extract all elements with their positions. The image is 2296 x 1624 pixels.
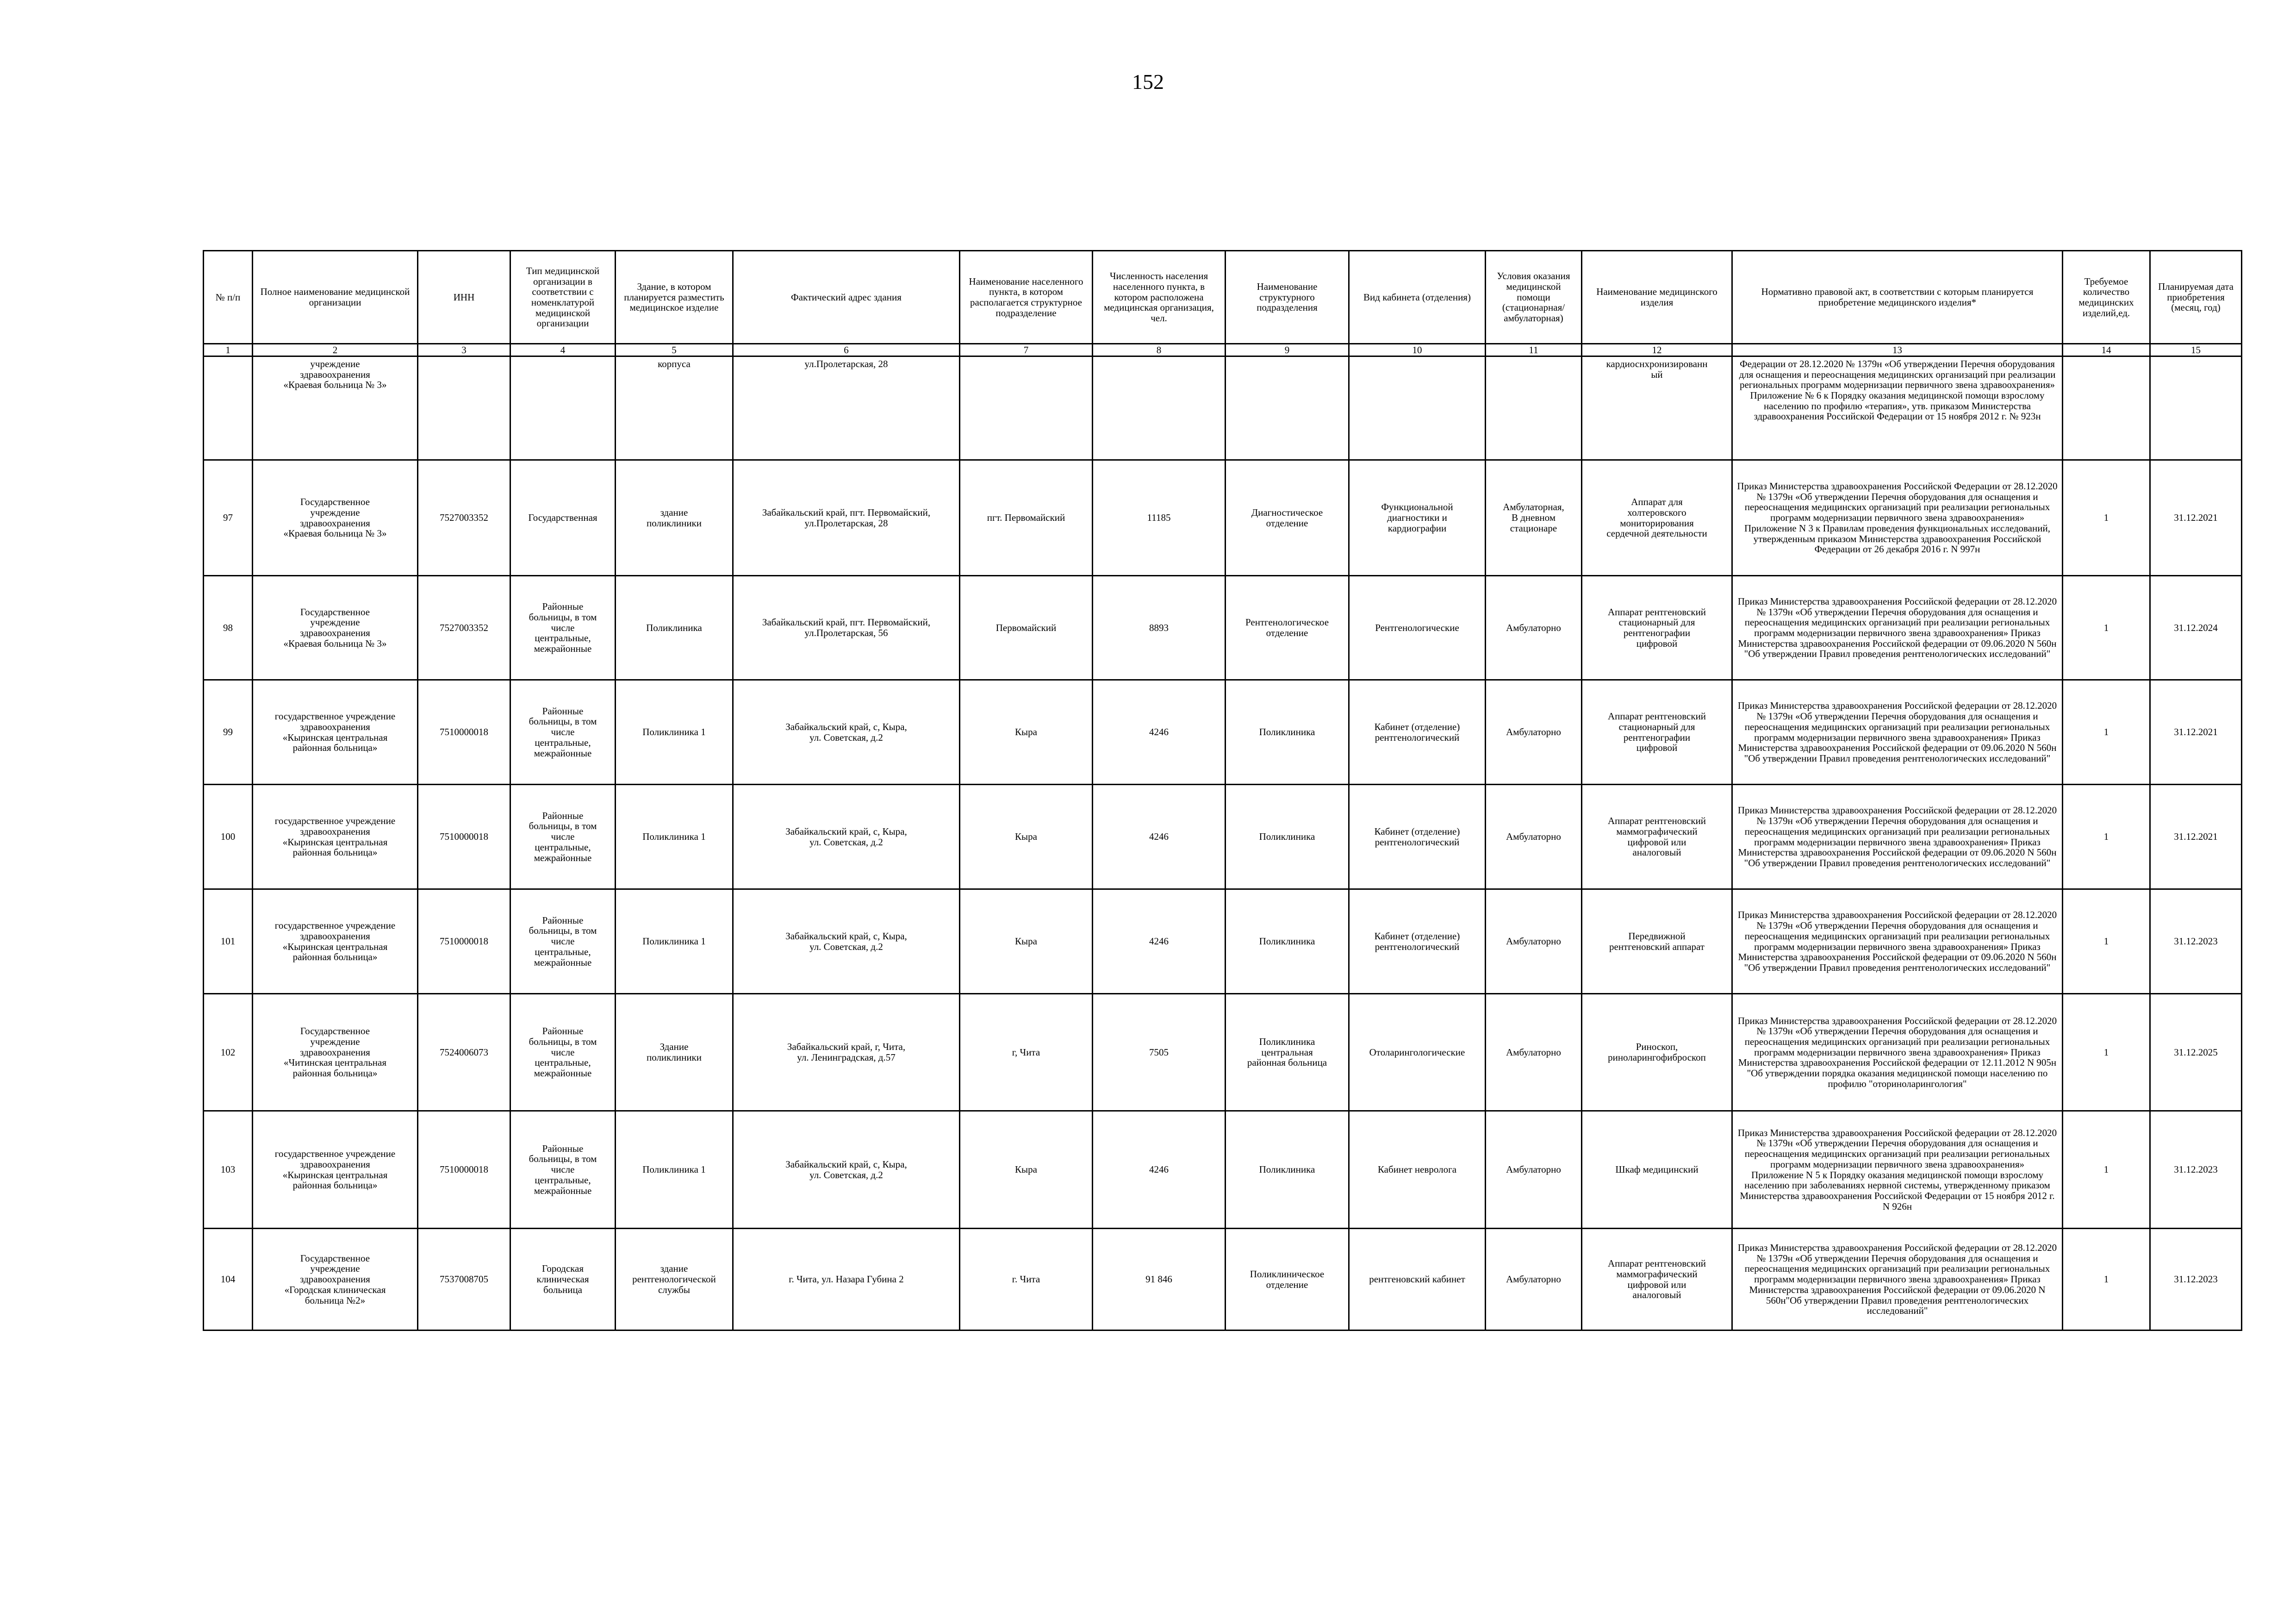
table-cell: Амбулаторно — [1486, 994, 1582, 1111]
table-cell: пгт. Первомайский — [960, 460, 1093, 576]
table-cell — [204, 356, 253, 460]
column-number: 1 — [204, 344, 253, 356]
table-cell: Приказ Министерства здравоохранения Российской федерации от 28.12.2020 № 1379н «Об утверждении Перечня оборудования для оснащения и переоснащения медицинских организаций при реализации региональных программ модернизации первичного звена здравоохранения» Приказ Министерства здравоохранения Российской федерации от 09.06.2020 N 560н "Об утверждении Правил проведения рентгенологических исследований" — [1732, 680, 2063, 785]
table-cell: Риноскоп, риноларингофиброскоп — [1582, 994, 1732, 1111]
table-cell: Кыра — [960, 785, 1093, 889]
column-header: Фактический адрес здания — [733, 251, 960, 344]
table-row — [204, 576, 2242, 680]
column-number: 4 — [510, 344, 616, 356]
table-cell: здание поликлиники — [616, 460, 733, 576]
table-cell: Поликлиника 1 — [616, 680, 733, 785]
table-cell: Приказ Министерства здравоохранения Российской Федерации от 28.12.2020 № 1379н «Об утверждении Перечня оборудования для оснащения и переоснащения медицинских организаций при реализации региональных программ модернизации первичного звена здравоохранения» Приложение N 3 к Правилам проведения функциональных исследований, утвержденным приказом Министерства здравоохранения Российской Федерации от 26 декабря 2016 г. N 997н — [1732, 460, 2063, 576]
table-cell: 4246 — [1093, 889, 1226, 994]
table-cell: 7510000018 — [418, 1111, 510, 1229]
table-cell: Амбулаторно — [1486, 889, 1582, 994]
table-cell: 101 — [204, 889, 253, 994]
table-row — [204, 1229, 2242, 1330]
table-cell: Амбулаторно — [1486, 785, 1582, 889]
table-cell — [510, 356, 616, 460]
table-cell: г. Чита — [960, 1229, 1093, 1330]
table-cell: 1 — [2063, 460, 2150, 576]
table-cell: 31.12.2023 — [2150, 1229, 2242, 1330]
column-header: Вид кабинета (отделения) — [1349, 251, 1486, 344]
column-header: Численность населения населенного пункта, в котором расположена медицинская организация, чел. — [1093, 251, 1226, 344]
table-cell: 97 — [204, 460, 253, 576]
table-cell: 7510000018 — [418, 680, 510, 785]
table-cell: 7527003352 — [418, 576, 510, 680]
column-header: Планируемая дата приобретения (месяц, год) — [2150, 251, 2242, 344]
table-cell: Забайкальский край, с, Кыра, ул. Советская, д.2 — [733, 785, 960, 889]
table-cell: Поликлиника 1 — [616, 889, 733, 994]
table-cell — [960, 356, 1093, 460]
table-cell: 11185 — [1093, 460, 1226, 576]
table-cell: рентгеновский кабинет — [1349, 1229, 1486, 1330]
column-header: Здание, в котором планируется разместить медицинское изделие — [616, 251, 733, 344]
table-cell: Аппарат рентгеновский стационарный для рентгенографии цифровой — [1582, 680, 1732, 785]
table-cell: Аппарат рентгеновский маммографический цифровой или аналоговый — [1582, 785, 1732, 889]
column-header: № п/п — [204, 251, 253, 344]
table-cell: Районные больницы, в том числе центральные, межрайонные — [510, 785, 616, 889]
table-cell: Районные больницы, в том числе центральные, межрайонные — [510, 1111, 616, 1229]
table-row — [204, 1111, 2242, 1229]
table-row — [204, 460, 2242, 576]
table-cell: Поликлиника — [1226, 785, 1349, 889]
table-cell: Поликлиника 1 — [616, 1111, 733, 1229]
table-cell: Забайкальский край, с, Кыра, ул. Советская, д.2 — [733, 680, 960, 785]
column-header: Наименование структурного подразделения — [1226, 251, 1349, 344]
table-cell: Приказ Министерства здравоохранения Российской федерации от 28.12.2020 № 1379н «Об утверждении Перечня оборудования для оснащения и переоснащения медицинских организаций при реализации региональных программ модернизации первичного звена здравоохранения» Приложение N 5 к Порядку оказания медицинской помощи взрослому населению при заболеваниях нервной системы, утвержденному приказом Министерства здравоохранения Российской Федерации от 15 ноября 2012 г. N 926н — [1732, 1111, 2063, 1229]
table-cell: Кыра — [960, 680, 1093, 785]
table-cell: 31.12.2025 — [2150, 994, 2242, 1111]
table-cell: Здание поликлиники — [616, 994, 733, 1111]
table-cell: 103 — [204, 1111, 253, 1229]
table-cell: Забайкальский край, г, Чита, ул. Ленинградская, д.57 — [733, 994, 960, 1111]
table-cell: Забайкальский край, с, Кыра, ул. Советская, д.2 — [733, 889, 960, 994]
page-number: 152 — [1132, 70, 1164, 94]
table-cell: Забайкальский край, пгт. Первомайский, ул.Пролетарская, 56 — [733, 576, 960, 680]
table-cell — [2150, 356, 2242, 460]
column-number: 11 — [1486, 344, 1582, 356]
table-cell — [1226, 356, 1349, 460]
table-cell: 31.12.2021 — [2150, 680, 2242, 785]
table-cell: Отоларингологические — [1349, 994, 1486, 1111]
table-cell: государственное учреждение здравоохранения «Кыринская центральная районная больница» — [253, 1111, 418, 1229]
table-cell: 7527003352 — [418, 460, 510, 576]
column-number: 12 — [1582, 344, 1732, 356]
column-header: Условия оказания медицинской помощи (стационарная/ амбулаторная) — [1486, 251, 1582, 344]
column-number: 7 — [960, 344, 1093, 356]
table-cell: 1 — [2063, 680, 2150, 785]
table-cell: государственное учреждение здравоохранения «Кыринская центральная районная больница» — [253, 680, 418, 785]
table-cell: Рентгенологическое отделение — [1226, 576, 1349, 680]
table-cell: Государственное учреждение здравоохранения «Краевая больница № 3» — [253, 576, 418, 680]
table-cell: Приказ Министерства здравоохранения Российской федерации от 28.12.2020 № 1379н «Об утверждении Перечня оборудования для оснащения и переоснащения медицинских организаций при реализации региональных программ модернизации первичного звена здравоохранения» Приказ Министерства здравоохранения Российской федерации от 09.06.2020 N 560н "Об утверждении Правил проведения рентгенологических исследований" — [1732, 889, 2063, 994]
table-cell: Районные больницы, в том числе центральные, межрайонные — [510, 889, 616, 994]
table-cell: 1 — [2063, 576, 2150, 680]
table-row — [204, 994, 2242, 1111]
table-cell: 4246 — [1093, 680, 1226, 785]
table-cell: Амбулаторно — [1486, 576, 1582, 680]
column-number: 10 — [1349, 344, 1486, 356]
table-cell: 7505 — [1093, 994, 1226, 1111]
column-header: Наименование населенного пункта, в котором располагается структурное подразделение — [960, 251, 1093, 344]
medical-equipment-table — [203, 250, 2242, 1331]
table-cell: кардиоснхронизированн ый — [1582, 356, 1732, 460]
table-cell: Кабинет (отделение) рентгенологический — [1349, 680, 1486, 785]
table-cell: Приказ Министерства здравоохранения Российской федерации от 28.12.2020 № 1379н «Об утверждении Перечня оборудования для оснащения и переоснащения медицинских организаций при реализации региональных программ модернизации первичного звена здравоохранения» Приказ Министерства здравоохранения Российской федерации от 09.06.2020 N 560н "Об утверждении Правил проведения рентгенологических исследований" — [1732, 576, 2063, 680]
table-cell: Амбулаторно — [1486, 1111, 1582, 1229]
table-cell: Районные больницы, в том числе центральные, межрайонные — [510, 576, 616, 680]
table-cell: Диагностическое отделение — [1226, 460, 1349, 576]
column-number: 5 — [616, 344, 733, 356]
column-header: Нормативно правовой акт, в соответствии с которым планируется приобретение медицинского изделия* — [1732, 251, 2063, 344]
table-cell: государственное учреждение здравоохранения «Кыринская центральная районная больница» — [253, 785, 418, 889]
table-cell: здание рентгенологической службы — [616, 1229, 733, 1330]
table-cell: Шкаф медицинский — [1582, 1111, 1732, 1229]
table-cell: 31.12.2021 — [2150, 460, 2242, 576]
table-cell: 31.12.2024 — [2150, 576, 2242, 680]
table-cell: 104 — [204, 1229, 253, 1330]
table-cell: г, Чита — [960, 994, 1093, 1111]
table-cell: 8893 — [1093, 576, 1226, 680]
table-cell: учреждение здравоохранения «Краевая больница № 3» — [253, 356, 418, 460]
table-cell: корпуса — [616, 356, 733, 460]
table-cell: ул.Пролетарская, 28 — [733, 356, 960, 460]
table-cell: 1 — [2063, 889, 2150, 994]
table-cell: 99 — [204, 680, 253, 785]
column-number: 8 — [1093, 344, 1226, 356]
column-number-row — [204, 344, 2242, 356]
table-cell: Государственное учреждение здравоохранения «Краевая больница № 3» — [253, 460, 418, 576]
table-cell: 31.12.2021 — [2150, 785, 2242, 889]
column-header: Тип медицинской организации в соответствии с номенклатурой медицинской организации — [510, 251, 616, 344]
table-cell: 98 — [204, 576, 253, 680]
table-cell: 7537008705 — [418, 1229, 510, 1330]
table-cell: 91 846 — [1093, 1229, 1226, 1330]
table-cell: Поликлиника — [616, 576, 733, 680]
table-cell: государственное учреждение здравоохранения «Кыринская центральная районная больница» — [253, 889, 418, 994]
table-cell: г. Чита, ул. Назара Губина 2 — [733, 1229, 960, 1330]
table-cell: Приказ Министерства здравоохранения Российской федерации от 28.12.2020 № 1379н «Об утверждении Перечня оборудования для оснащения и переоснащения медицинских организаций при реализации региональных программ модернизации первичного звена здравоохранения» Приказ Министерства здравоохранения Российской федерации от 12.11.2012 N 905н "Об утверждении порядка оказания медицинской помощи населению по профилю "оториноларингология" — [1732, 994, 2063, 1111]
table-cell: 4246 — [1093, 785, 1226, 889]
table-cell: Поликлиника центральная районная больница — [1226, 994, 1349, 1111]
table-cell: Государственное учреждение здравоохранения «Городская клиническая больница №2» — [253, 1229, 418, 1330]
table-cell: 1 — [2063, 1111, 2150, 1229]
table-cell: Федерации от 28.12.2020 № 1379н «Об утверждении Перечня оборудования для оснащения и переоснащения медицинских организаций при реализации региональных программ модернизации первичного звена здравоохранения» Приложение № 6 к Порядку оказания медицинской помощи взрослому населению по профилю «терапия», утв. приказом Министерства здравоохранения Российской Федерации от 15 ноября 2012 г. № 923н — [1732, 356, 2063, 460]
table-cell: Кабинет (отделение) рентгенологический — [1349, 889, 1486, 994]
table-cell: Забайкальский край, пгт. Первомайский, ул.Пролетарская, 28 — [733, 460, 960, 576]
column-number: 9 — [1226, 344, 1349, 356]
column-number: 13 — [1732, 344, 2063, 356]
table-cell: 1 — [2063, 785, 2150, 889]
table-cell: Приказ Министерства здравоохранения Российской федерации от 28.12.2020 № 1379н «Об утверждении Перечня оборудования для оснащения и переоснащения медицинских организаций при реализации региональных программ модернизации первичного звена здравоохранения» Приказ Министерства здравоохранения Российской федерации от 09.06.2020 N 560н"Об утверждении Правил проведения рентгенологических исследований" — [1732, 1229, 2063, 1330]
table-cell: 7524006073 — [418, 994, 510, 1111]
column-header: ИНН — [418, 251, 510, 344]
table-cell: Амбулаторно — [1486, 680, 1582, 785]
table-cell: Забайкальский край, с, Кыра, ул. Советская, д.2 — [733, 1111, 960, 1229]
table-cell: Функциональной диагностики и кардиографии — [1349, 460, 1486, 576]
table-row — [204, 889, 2242, 994]
table-cell: Кабинет (отделение) рентгенологический — [1349, 785, 1486, 889]
table-cell: Амбулаторно — [1486, 1229, 1582, 1330]
table-cell — [1093, 356, 1226, 460]
table-cell: Аппарат рентгеновский маммографический цифровой или аналоговый — [1582, 1229, 1732, 1330]
table-cell: Поликлиника — [1226, 680, 1349, 785]
table-cell: 7510000018 — [418, 785, 510, 889]
column-number: 3 — [418, 344, 510, 356]
header-row — [204, 251, 2242, 344]
table-cell: Городская клиническая больница — [510, 1229, 616, 1330]
table-cell: 1 — [2063, 994, 2150, 1111]
column-number: 2 — [253, 344, 418, 356]
column-header: Полное наименование медицинской организации — [253, 251, 418, 344]
table-cell: 7510000018 — [418, 889, 510, 994]
table-cell: 100 — [204, 785, 253, 889]
table-cell: Первомайский — [960, 576, 1093, 680]
table-cell: 31.12.2023 — [2150, 1111, 2242, 1229]
table-cell: 4246 — [1093, 1111, 1226, 1229]
table-cell — [2063, 356, 2150, 460]
table-cell: Поликлиническое отделение — [1226, 1229, 1349, 1330]
table-cell: Государственное учреждение здравоохранения «Читинская центральная районная больница» — [253, 994, 418, 1111]
table-cell: Приказ Министерства здравоохранения Российской федерации от 28.12.2020 № 1379н «Об утверждении Перечня оборудования для оснащения и переоснащения медицинских организаций при реализации региональных программ модернизации первичного звена здравоохранения» Приказ Министерства здравоохранения Российской федерации от 09.06.2020 N 560н "Об утверждении Правил проведения рентгенологических исследований" — [1732, 785, 2063, 889]
table-cell: Районные больницы, в том числе центральные, межрайонные — [510, 680, 616, 785]
column-number: 14 — [2063, 344, 2150, 356]
column-number: 15 — [2150, 344, 2242, 356]
table-cell: 1 — [2063, 1229, 2150, 1330]
column-header: Наименование медицинского изделия — [1582, 251, 1732, 344]
table-cell: Поликлиника 1 — [616, 785, 733, 889]
table-cell: 31.12.2023 — [2150, 889, 2242, 994]
table-row — [204, 356, 2242, 460]
table-cell: Кыра — [960, 889, 1093, 994]
table-cell: Кабинет невролога — [1349, 1111, 1486, 1229]
table-cell: Поликлиника — [1226, 889, 1349, 994]
table-cell: Передвижной рентгеновский аппарат — [1582, 889, 1732, 994]
table-cell: Амбулаторная, В дневном стационаре — [1486, 460, 1582, 576]
table-cell: Кыра — [960, 1111, 1093, 1229]
table-row — [204, 680, 2242, 785]
table-cell: Рентгенологические — [1349, 576, 1486, 680]
table-cell: Аппарат рентгеновский стационарный для рентгенографии цифровой — [1582, 576, 1732, 680]
table-cell: 102 — [204, 994, 253, 1111]
table-cell: Аппарат для холтеровского мониторирования сердечной деятельности — [1582, 460, 1732, 576]
table-cell — [418, 356, 510, 460]
table-cell: Районные больницы, в том числе центральные, межрайонные — [510, 994, 616, 1111]
table-cell — [1349, 356, 1486, 460]
column-header: Требуемое количество медицинских изделий,ед. — [2063, 251, 2150, 344]
table-row — [204, 785, 2242, 889]
table-cell: Поликлиника — [1226, 1111, 1349, 1229]
table-cell — [1486, 356, 1582, 460]
column-number: 6 — [733, 344, 960, 356]
table-cell: Государственная — [510, 460, 616, 576]
